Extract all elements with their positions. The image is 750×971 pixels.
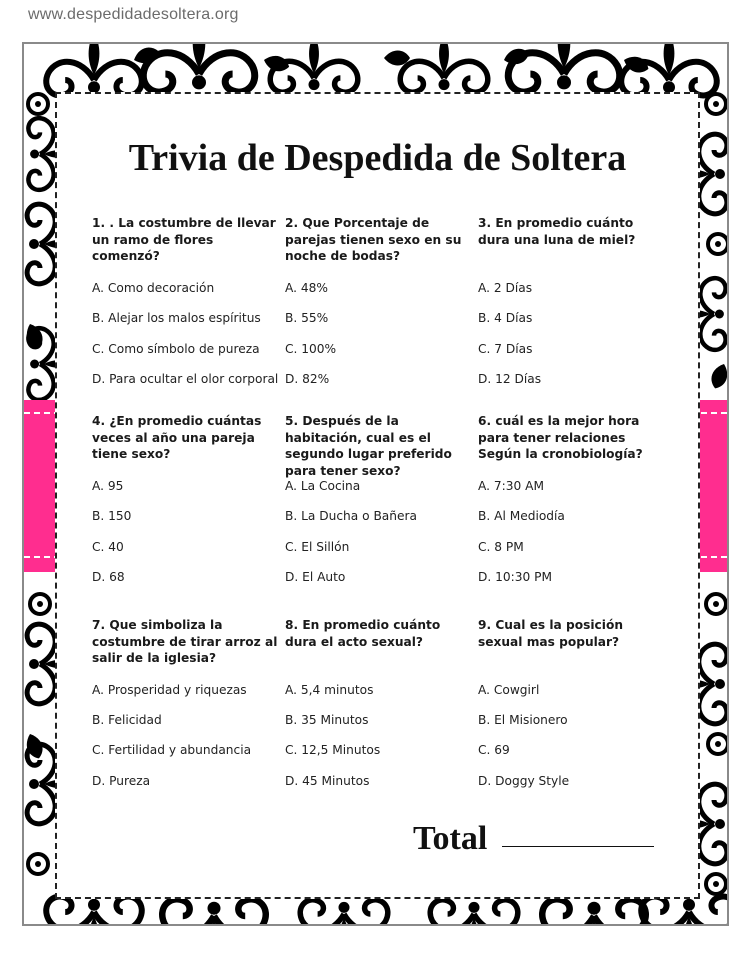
answer-option: C. 69 xyxy=(478,743,510,757)
question-7 xyxy=(92,617,278,788)
answer-option: B. El Misionero xyxy=(478,713,568,727)
answer-option: D. 68 xyxy=(92,570,125,584)
trivia-panel xyxy=(55,92,700,899)
answer-option: B. 55% xyxy=(285,311,329,325)
answer-option: C. Como símbolo de pureza xyxy=(92,342,260,356)
site-url: www.despedidadesoltera.org xyxy=(28,6,239,23)
page-title: Trivia de Despedida de Soltera xyxy=(128,137,627,179)
answer-option: B. 4 Días xyxy=(478,311,533,325)
question-text: 2. Que Porcentaje de parejas tienen sexo en su noche de bodas? xyxy=(285,216,462,263)
answer-option: B. 150 xyxy=(92,509,132,523)
question-text: 5. Después de la habitación, cual es el segundo lugar preferido para tener sexo? xyxy=(285,414,452,478)
answer-option: A. Prosperidad y riquezas xyxy=(92,683,247,697)
question-5 xyxy=(285,413,471,584)
answer-option: D. 10:30 PM xyxy=(478,570,552,584)
question-text: 3. En promedio cuánto dura una luna de miel? xyxy=(478,216,636,247)
answer-option: C. 40 xyxy=(92,540,124,554)
answer-option: C. 7 Días xyxy=(478,342,533,356)
question-9 xyxy=(478,617,664,788)
answer-option: C. 12,5 Minutos xyxy=(285,743,381,757)
answer-option: D. El Auto xyxy=(285,570,346,584)
question-text: 4. ¿En promedio cuántas veces al año una pareja tiene sexo? xyxy=(92,414,262,461)
answer-option: A. 5,4 minutos xyxy=(285,683,374,697)
question-text: 9. Cual es la posición sexual mas popular? xyxy=(478,618,624,649)
answer-option: B. Felicidad xyxy=(92,713,162,727)
question-6 xyxy=(478,413,664,584)
answer-option: C. 8 PM xyxy=(478,540,524,554)
question-4 xyxy=(92,413,278,584)
answer-option: D. 12 Días xyxy=(478,372,542,386)
answer-option: B. Alejar los malos espíritus xyxy=(92,311,261,325)
answer-option: A. 95 xyxy=(92,479,124,493)
question-2 xyxy=(285,215,471,386)
answer-option: B. La Ducha o Bañera xyxy=(285,509,417,523)
answer-option: C. El Sillón xyxy=(285,540,350,554)
total-blank-line xyxy=(502,846,654,847)
answer-option: A. Como decoración xyxy=(92,281,215,295)
question-text: 8. En promedio cuánto dura el acto sexual? xyxy=(285,618,441,649)
answer-option: D. Pureza xyxy=(92,774,151,788)
answer-option: D. 82% xyxy=(285,372,330,386)
answer-option: A. 7:30 AM xyxy=(478,479,544,493)
answer-option: A. 2 Días xyxy=(478,281,533,295)
question-text: 7. Que simboliza la costumbre de tirar arroz al salir de la iglesia? xyxy=(92,618,278,665)
answer-option: A. 48% xyxy=(285,281,328,295)
answer-option: B. 35 Minutos xyxy=(285,713,369,727)
question-1 xyxy=(92,215,279,386)
answer-option: D. Para ocultar el olor corporal xyxy=(92,372,279,386)
total-label: Total xyxy=(413,820,488,857)
answer-option: B. Al Mediodía xyxy=(478,509,565,523)
answer-option: C. 100% xyxy=(285,342,337,356)
answer-option: A. Cowgirl xyxy=(478,683,540,697)
answer-option: D. Doggy Style xyxy=(478,774,570,788)
question-text: 1. . La costumbre de llevar un ramo de flores comenzó? xyxy=(92,216,276,263)
answer-option: A. La Cocina xyxy=(285,479,361,493)
question-3 xyxy=(478,215,664,386)
answer-option: D. 45 Minutos xyxy=(285,774,370,788)
answer-option: C. Fertilidad y abundancia xyxy=(92,743,252,757)
question-text: 6. cuál es la mejor hora para tener relaciones Según la cronobiología? xyxy=(478,414,643,461)
question-8 xyxy=(285,617,471,788)
